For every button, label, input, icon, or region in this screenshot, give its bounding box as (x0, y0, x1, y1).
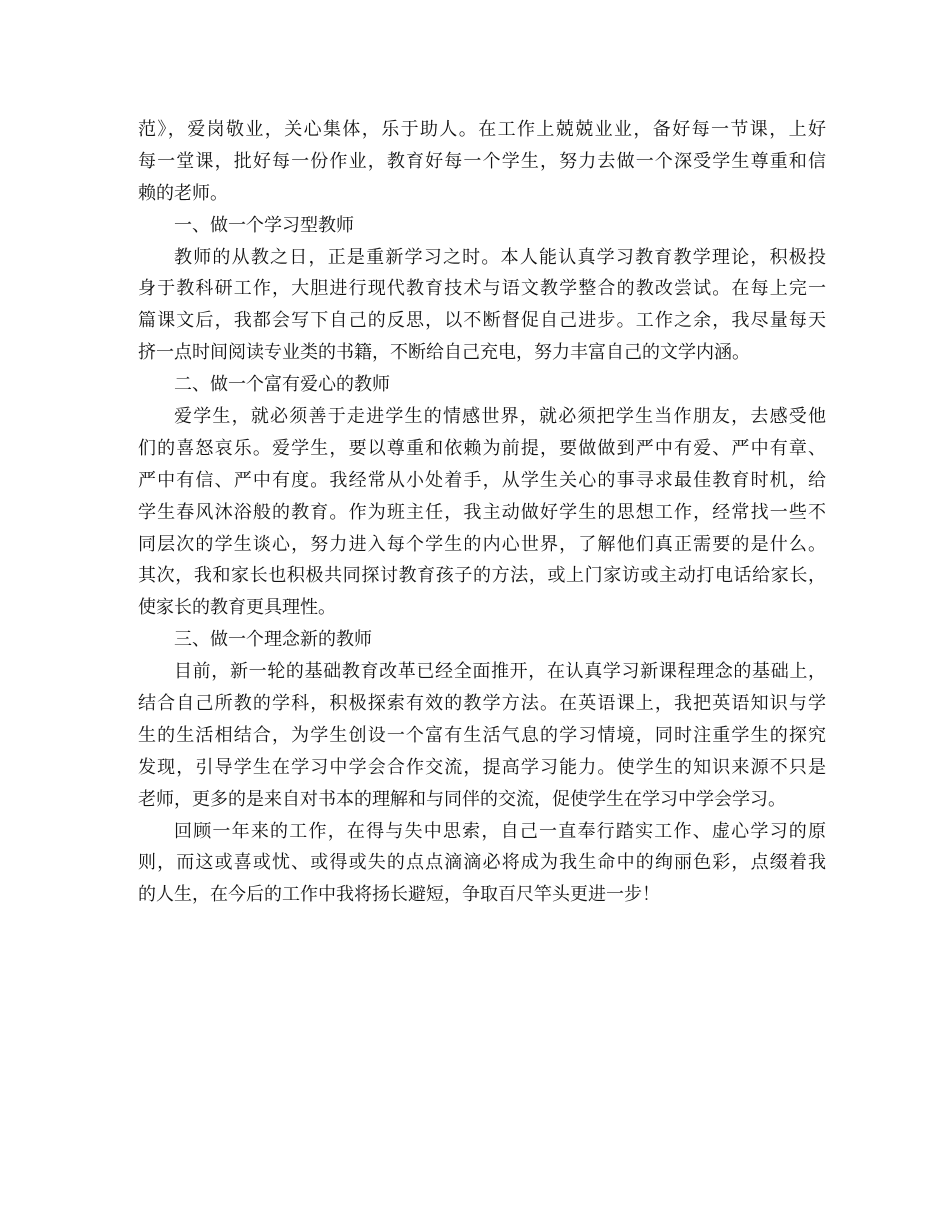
text-line: 挤一点时间阅读专业类的书籍，不断给自己充电，努力丰富自己的文学内涵。 (138, 342, 750, 364)
text-line: 们的喜怒哀乐。爱学生，要以尊重和依赖为前提，要做做到严中有爱、严中有章、 (138, 437, 826, 459)
text-line: 范》，爱岗敬业，关心集体，乐于助人。在工作上兢兢业业，备好每一节课，上好 (138, 119, 826, 140)
text-line: 发现，引导学生在学习中学会合作交流，提高学习能力。使学生的知识来源不只是 (138, 756, 826, 778)
text-line: 一、做一个学习型教师 (174, 214, 354, 236)
text-line: 其次，我和家长也积极共同探讨教育孩子的方法，或上门家访或主动打电话给家长， (138, 565, 826, 587)
text-line: 老师，更多的是来自对书本的理解和与同伴的交流，促使学生在学习中学会学习。 (138, 788, 786, 810)
text-line: 结合自己所教的学科，积极探索有效的教学方法。在英语课上，我把英语知识与学 (138, 693, 826, 715)
text-line: 赖的老师。 (138, 182, 228, 204)
text-line: 学生春风沐浴般的教育。作为班主任，我主动做好学生的思想工作，经常找一些不 (138, 501, 826, 523)
text-line: 生的生活相结合，为学生创设一个富有生活气息的学习情境，同时注重学生的探究 (138, 724, 826, 746)
text-line: 的人生，在今后的工作中我将扬长避短，争取百尺竿头更进一步！ (138, 884, 660, 906)
text-line: 身于教科研工作，大胆进行现代教育技术与语文教学整合的教改尝试。在每上完一 (138, 278, 826, 300)
text-line: 使家长的教育更具理性。 (138, 597, 336, 619)
text-line: 严中有信、严中有度。我经常从小处着手，从学生关心的事寻求最佳教育时机，给 (138, 469, 826, 491)
text-line: 同层次的学生谈心，努力进入每个学生的内心世界，了解他们真正需要的是什么。 (138, 533, 826, 555)
document-body (138, 114, 826, 911)
text-line: 教师的从教之日，正是重新学习之时。本人能认真学习教育教学理论，积极投 (174, 246, 826, 268)
text-line: 目前，新一轮的基础教育改革已经全面推开，在认真学习新课程理念的基础上， (174, 661, 826, 683)
text-line: 每一堂课，批好每一份作业，教育好每一个学生，努力去做一个深受学生尊重和信 (138, 150, 826, 172)
text-line: 二、做一个富有爱心的教师 (174, 374, 390, 396)
text-line: 回顾一年来的工作，在得与失中思索，自己一直奉行踏实工作、虚心学习的原 (174, 820, 826, 842)
text-line: 则，而这或喜或忧、或得或失的点点滴滴必将成为我生命中的绚丽色彩，点缀着我 (138, 852, 826, 874)
text-line: 三、做一个理念新的教师 (174, 629, 372, 651)
text-line: 爱学生，就必须善于走进学生的情感世界，就必须把学生当作朋友，去感受他 (174, 406, 826, 428)
text-line: 篇课文后，我都会写下自己的反思，以不断督促自己进步。工作之余，我尽量每天 (138, 310, 826, 332)
